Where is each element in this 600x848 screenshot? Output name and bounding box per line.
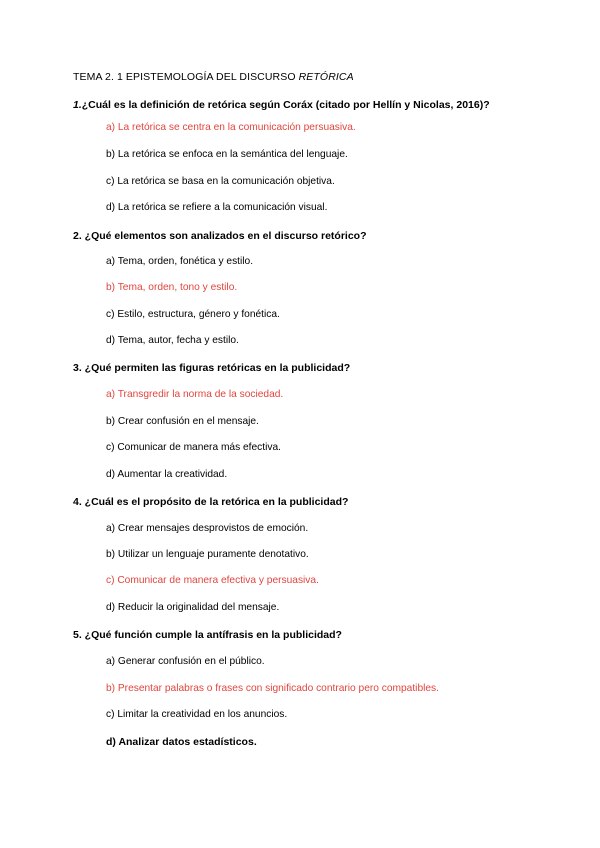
q2-option-c: c) Estilo, estructura, género y fonética. xyxy=(106,309,280,320)
q1-option-d: d) La retórica se refiere a la comunicación visual. xyxy=(106,202,328,213)
q4-option-b: b) Utilizar un lenguaje puramente denotativo. xyxy=(106,549,309,560)
question-number: 2. xyxy=(73,230,82,242)
question-number: 4. xyxy=(73,496,82,508)
q3-option-c: c) Comunicar de manera más efectiva. xyxy=(106,442,281,453)
question-number: 5. xyxy=(73,629,82,641)
q1-option-a: a) La retórica se centra en la comunicación persuasiva. xyxy=(106,122,356,133)
q2-option-b: b) Tema, orden, tono y estilo. xyxy=(106,282,238,293)
question-text: ¿Qué permiten las figuras retóricas en la publicidad? xyxy=(81,362,351,374)
question-3 xyxy=(73,362,350,374)
q5-option-c: c) Limitar la creatividad en los anuncios. xyxy=(106,709,288,720)
question-text: ¿Qué elementos son analizados en el discurso retórico? xyxy=(81,230,367,242)
page-title xyxy=(73,71,354,83)
question-5 xyxy=(73,629,342,641)
question-number: 1. xyxy=(73,99,82,111)
q3-option-b: b) Crear confusión en el mensaje. xyxy=(106,416,259,427)
question-number: 3. xyxy=(73,362,82,374)
q1-option-b: b) La retórica se enfoca en la semántica del lenguaje. xyxy=(106,149,348,160)
q1-option-c: c) La retórica se basa en la comunicación objetiva. xyxy=(106,176,335,187)
question-text: ¿Qué función cumple la antífrasis en la publicidad? xyxy=(81,629,342,641)
question-4 xyxy=(73,496,348,508)
q5-option-d: d) Analizar datos estadísticos. xyxy=(106,736,257,748)
q4-option-d: d) Reducir la originalidad del mensaje. xyxy=(106,602,280,613)
question-text: ¿Cuál es la definición de retórica según Coráx (citado por Hellín y Nicolas, 2016)? xyxy=(81,99,490,111)
q5-option-b: b) Presentar palabras o frases con significado contrario pero compatibles. xyxy=(106,683,439,694)
q2-option-a: a) Tema, orden, fonética y estilo. xyxy=(106,256,254,267)
question-1 xyxy=(73,99,490,111)
q4-option-a: a) Crear mensajes desprovistos de emoción. xyxy=(106,523,309,534)
question-text: ¿Cuál es el propósito de la retórica en la publicidad? xyxy=(81,496,349,508)
title-main: TEMA 2. 1 EPISTEMOLOGÍA DEL DISCURSO xyxy=(73,71,299,83)
q3-option-a: a) Transgredir la norma de la sociedad. xyxy=(106,389,284,400)
q4-option-c: c) Comunicar de manera efectiva y persuasiva. xyxy=(106,575,319,586)
q3-option-d: d) Aumentar la creatividad. xyxy=(106,469,228,480)
title-italic: RETÓRICA xyxy=(298,71,354,83)
q2-option-d: d) Tema, autor, fecha y estilo. xyxy=(106,335,239,346)
question-2 xyxy=(73,230,367,242)
q5-option-a: a) Generar confusión en el público. xyxy=(106,656,265,667)
